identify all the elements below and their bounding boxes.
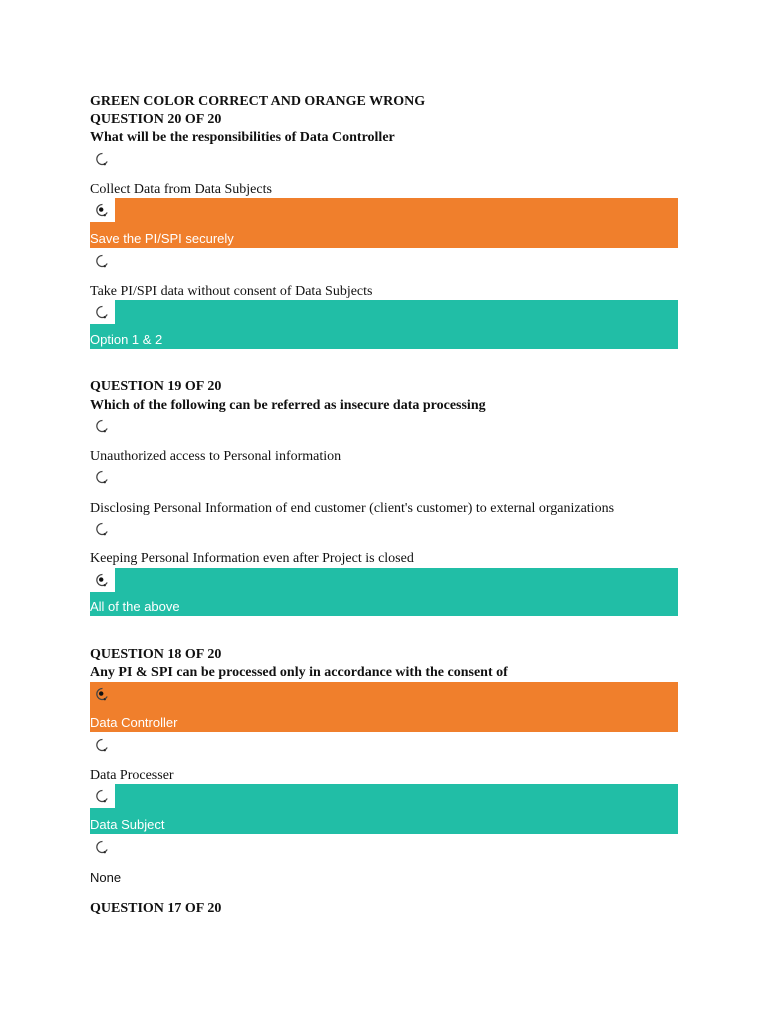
q20-option-4-radio[interactable] xyxy=(90,300,115,324)
q20-option-2-radio-selected[interactable] xyxy=(90,198,115,222)
q20-option-4-text: Option 1 & 2 xyxy=(90,332,163,347)
q19-option-4-correct-highlight xyxy=(90,568,678,616)
question-18-title: QUESTION 18 OF 20 xyxy=(90,647,222,662)
question-17-title: QUESTION 17 OF 20 xyxy=(90,901,222,916)
q20-option-2-wrong-highlight xyxy=(90,198,678,248)
question-20-prompt: What will be the responsibilities of Data Controller xyxy=(90,130,395,145)
radio-ring xyxy=(97,790,107,801)
q18-option-4-radio[interactable] xyxy=(90,835,115,859)
q20-option-3-text: Take PI/SPI data without consent of Data Subjects xyxy=(90,284,373,299)
question-20-title: QUESTION 20 OF 20 xyxy=(90,112,222,127)
q19-option-2-text: Disclosing Personal Information of end customer (client's customer) to external organizations xyxy=(90,501,615,516)
q19-option-4-radio-selected[interactable] xyxy=(90,568,115,592)
question-19-prompt: Which of the following can be referred as insecure data processing xyxy=(90,398,486,413)
radio-ring xyxy=(97,471,107,482)
question-18-prompt: Any PI & SPI can be processed only in accordance with the consent of xyxy=(90,665,508,680)
q19-option-3-text: Keeping Personal Information even after Project is closed xyxy=(90,551,414,566)
q19-option-1-radio[interactable] xyxy=(90,414,115,438)
q18-option-1-text: Data Controller xyxy=(90,715,178,730)
q20-option-4-correct-highlight xyxy=(90,300,678,349)
q20-option-1-radio[interactable] xyxy=(90,147,115,171)
q18-option-3-text: Data Subject xyxy=(90,817,165,832)
legend-heading: GREEN COLOR CORRECT AND ORANGE WRONG xyxy=(90,94,426,109)
radio-ring xyxy=(97,153,107,164)
question-19-title: QUESTION 19 OF 20 xyxy=(90,379,222,394)
q18-option-4-text: None xyxy=(90,870,122,885)
q19-option-1-text: Unauthorized access to Personal information xyxy=(90,449,342,464)
q20-option-1-text: Collect Data from Data Subjects xyxy=(90,182,272,197)
radio-ring xyxy=(97,255,107,266)
q18-option-1-radio-selected[interactable] xyxy=(90,682,115,706)
q20-option-3-radio[interactable] xyxy=(90,249,115,273)
radio-selected-dot xyxy=(99,577,103,581)
q19-option-3-radio[interactable] xyxy=(90,517,115,541)
q18-option-3-correct-highlight xyxy=(90,784,678,834)
q19-option-4-text: All of the above xyxy=(90,599,180,614)
q18-option-2-text: Data Processer xyxy=(90,768,174,783)
radio-ring xyxy=(97,739,107,750)
q18-option-2-radio[interactable] xyxy=(90,733,115,757)
q18-option-3-radio[interactable] xyxy=(90,784,115,808)
q18-option-1-wrong-highlight xyxy=(90,682,678,732)
q20-option-2-text: Save the PI/SPI securely xyxy=(90,231,234,246)
q19-option-2-radio[interactable] xyxy=(90,465,115,489)
radio-ring xyxy=(97,306,107,317)
radio-ring xyxy=(97,420,107,431)
radio-selected-dot xyxy=(99,691,103,695)
radio-ring xyxy=(97,841,107,852)
radio-selected-dot xyxy=(99,207,103,211)
radio-ring xyxy=(97,523,107,534)
